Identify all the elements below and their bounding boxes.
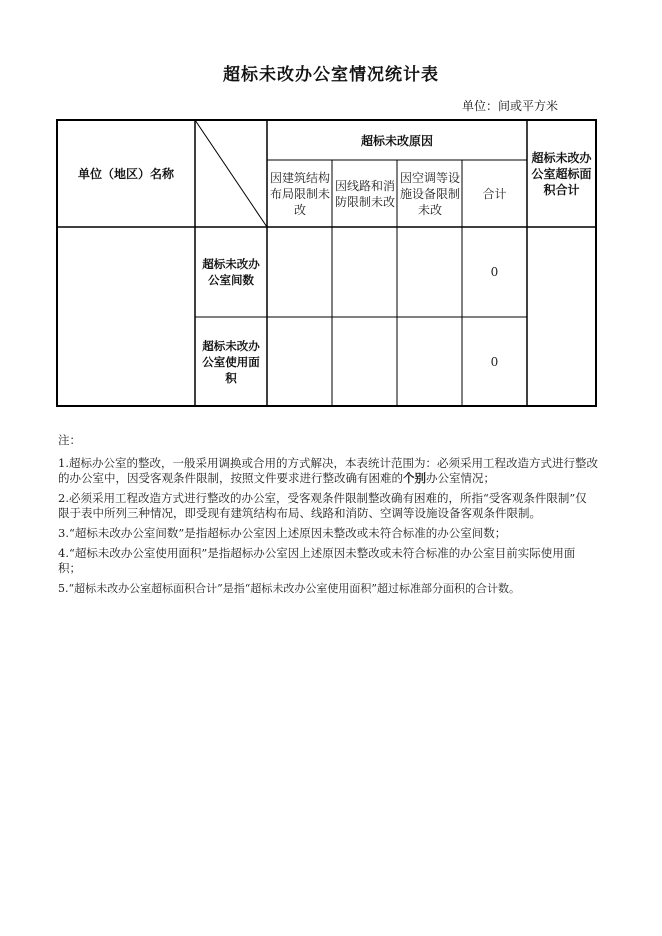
- reasons-header: 超标未改原因: [360, 133, 433, 148]
- notes-heading: 注：: [58, 433, 81, 447]
- row-count-wiring: [332, 227, 397, 317]
- sub-header-total: 合计: [482, 186, 507, 201]
- row-count-aircon: [397, 227, 462, 317]
- page-title: 超标未改办公室情况统计表: [223, 65, 439, 85]
- row-area-structure: [267, 317, 332, 406]
- row-count-total: 0: [490, 265, 499, 279]
- sub-header-structure: 因建筑结构布局限制未改: [270, 170, 331, 217]
- excess-area-header: 超标未改办公室超标面积合计: [531, 150, 592, 197]
- sub-header-aircon: 因空调等设施设备限制未改: [400, 170, 461, 217]
- row-label-count: 超标未改办公室间数: [202, 257, 260, 287]
- row-area-wiring: [332, 317, 397, 406]
- note-1-emphasis: 个别: [403, 471, 426, 485]
- sub-header-wiring: 因线路和消防限制未改: [335, 178, 396, 209]
- note-2: 2.必须采用工程改造方式进行整改的办公室，受客观条件限制整改确有困难的，所指“受客观条件限制”仅限于表中所列三种情况，即受现有建筑结构布局、线路和消防、空调等设施设备客观条件限制。: [58, 491, 587, 520]
- row-area-total: 0: [490, 354, 499, 369]
- note-3: 3.“超标未改办公室间数”是指超标办公室因上述原因未整改或未符合标准的办公室间数；: [58, 526, 507, 540]
- notes-section: [58, 433, 598, 601]
- note-5: 5.“超标未改办公室超标面积合计”是指“超标未改办公室使用面积”超过标准部分面积的合计数。: [58, 582, 520, 595]
- note-4: 4.“超标未改办公室使用面积”是指超标办公室因上述原因未整改或未符合标准的办公室目前实际使用面积；: [58, 546, 576, 575]
- unit-label: 单位：间或平方米: [462, 99, 559, 113]
- row-count-structure: [267, 227, 332, 317]
- row-area-aircon: [397, 317, 462, 406]
- row-label-area: 超标未改办公室使用面积: [202, 338, 260, 385]
- unit-name-header: 单位（地区）名称: [77, 167, 174, 181]
- note-1: 1.超标办公室的整改，一般采用调换或合用的方式解决，本表统计范围为：必须采用工程改造方式进行整改的办公室中，因受客观条件限制，按照文件要求进行整改确有困难的个别办公室情况；: [58, 456, 598, 485]
